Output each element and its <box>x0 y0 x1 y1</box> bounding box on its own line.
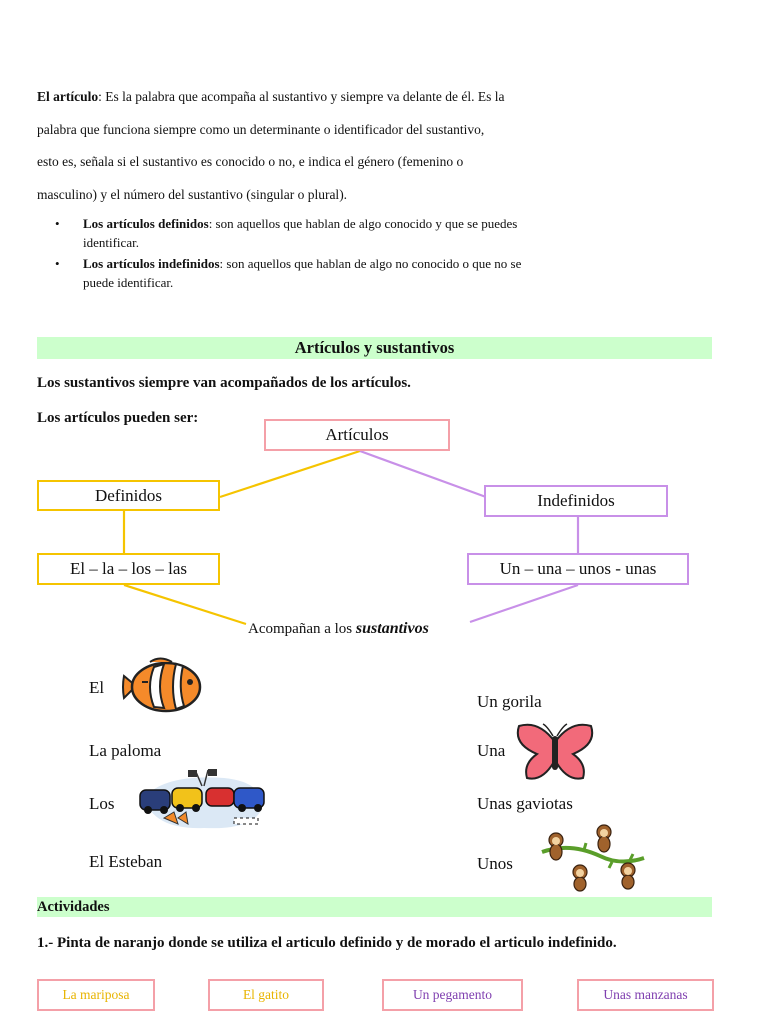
bullet-text-2: identificar. <box>83 235 139 250</box>
section-title: Artículos y sustantivos <box>37 337 712 359</box>
example-unos: Unos <box>477 854 513 873</box>
example-el-esteban: El Esteban <box>89 852 163 871</box>
example-la-paloma: La paloma <box>89 741 162 760</box>
statement: Los sustantivos siempre van acompañados de los artículos. <box>37 375 411 391</box>
clownfish-icon <box>120 654 206 718</box>
intro-line-2: palabra que funciona siempre como un determinante o identificador del sustantivo, <box>37 121 485 137</box>
intro-line-4: masculino) y el número del sustantivo (singular o plural). <box>37 186 348 202</box>
option-la-mariposa[interactable]: La mariposa <box>37 979 155 1011</box>
can-be-label: Los artículos pueden ser: <box>37 410 199 426</box>
box-definidos-list: El – la – los – las <box>37 553 220 585</box>
connector-definidos-sustantivos <box>124 585 246 624</box>
accompany-text <box>248 620 429 638</box>
activity-1-instructions: 1.- Pinta de naranjo donde se utiliza el articulo definido y de morado el articulo indefinido. <box>37 935 617 951</box>
intro-term: El artículo <box>37 89 99 104</box>
option-unas-manzanas[interactable]: Unas manzanas <box>577 979 714 1011</box>
option-un-pegamento[interactable]: Un pegamento <box>382 979 523 1011</box>
intro-line-3: esto es, señala si el sustantivo es conocido o no, e indica el género (femenino o <box>37 154 464 169</box>
bullet-text: : son aquellos que hablan de algo conocido y que se puedes <box>208 216 518 231</box>
intro-text-1: : Es la palabra que acompaña al sustantivo y siempre va delante de él. Es la <box>98 89 505 104</box>
activities-title <box>37 897 712 917</box>
accompany-emphasis: sustantivos <box>355 620 429 637</box>
butterfly-icon <box>515 720 595 784</box>
example-unas-gaviotas: Unas gaviotas <box>477 794 573 813</box>
bullet-term: Los artículos indefinidos <box>83 256 220 271</box>
box-indefinidos: Indefinidos <box>484 485 668 517</box>
box-indefinidos-list: Un – una – unos - unas <box>467 553 689 585</box>
bullet-term: Los artículos definidos <box>83 216 209 231</box>
bullet-dot-icon: • <box>55 216 60 231</box>
connector-root-indefinidos <box>360 451 486 497</box>
connector-indefinidos-sustantivos <box>470 585 578 622</box>
box-articulos: Artículos <box>264 419 450 451</box>
example-una: Una <box>477 741 506 760</box>
example-un-gorila: Un gorila <box>477 692 542 711</box>
example-el: El <box>89 678 105 697</box>
monkeys-icon <box>540 822 646 894</box>
bullet-text-2: puede identificar. <box>83 275 174 290</box>
example-los: Los <box>89 794 115 813</box>
box-definidos: Definidos <box>37 480 220 511</box>
bullet-dot-icon: • <box>55 256 60 271</box>
connector-root-definidos <box>220 451 360 497</box>
activities-title-text: Actividades <box>37 899 110 915</box>
option-el-gatito[interactable]: El gatito <box>208 979 324 1011</box>
bullet-text: : son aquellos que hablan de algo no conocido o que no se <box>219 256 522 271</box>
race-cars-icon <box>134 768 268 834</box>
accompany-prefix: Acompañan a los <box>248 621 356 637</box>
